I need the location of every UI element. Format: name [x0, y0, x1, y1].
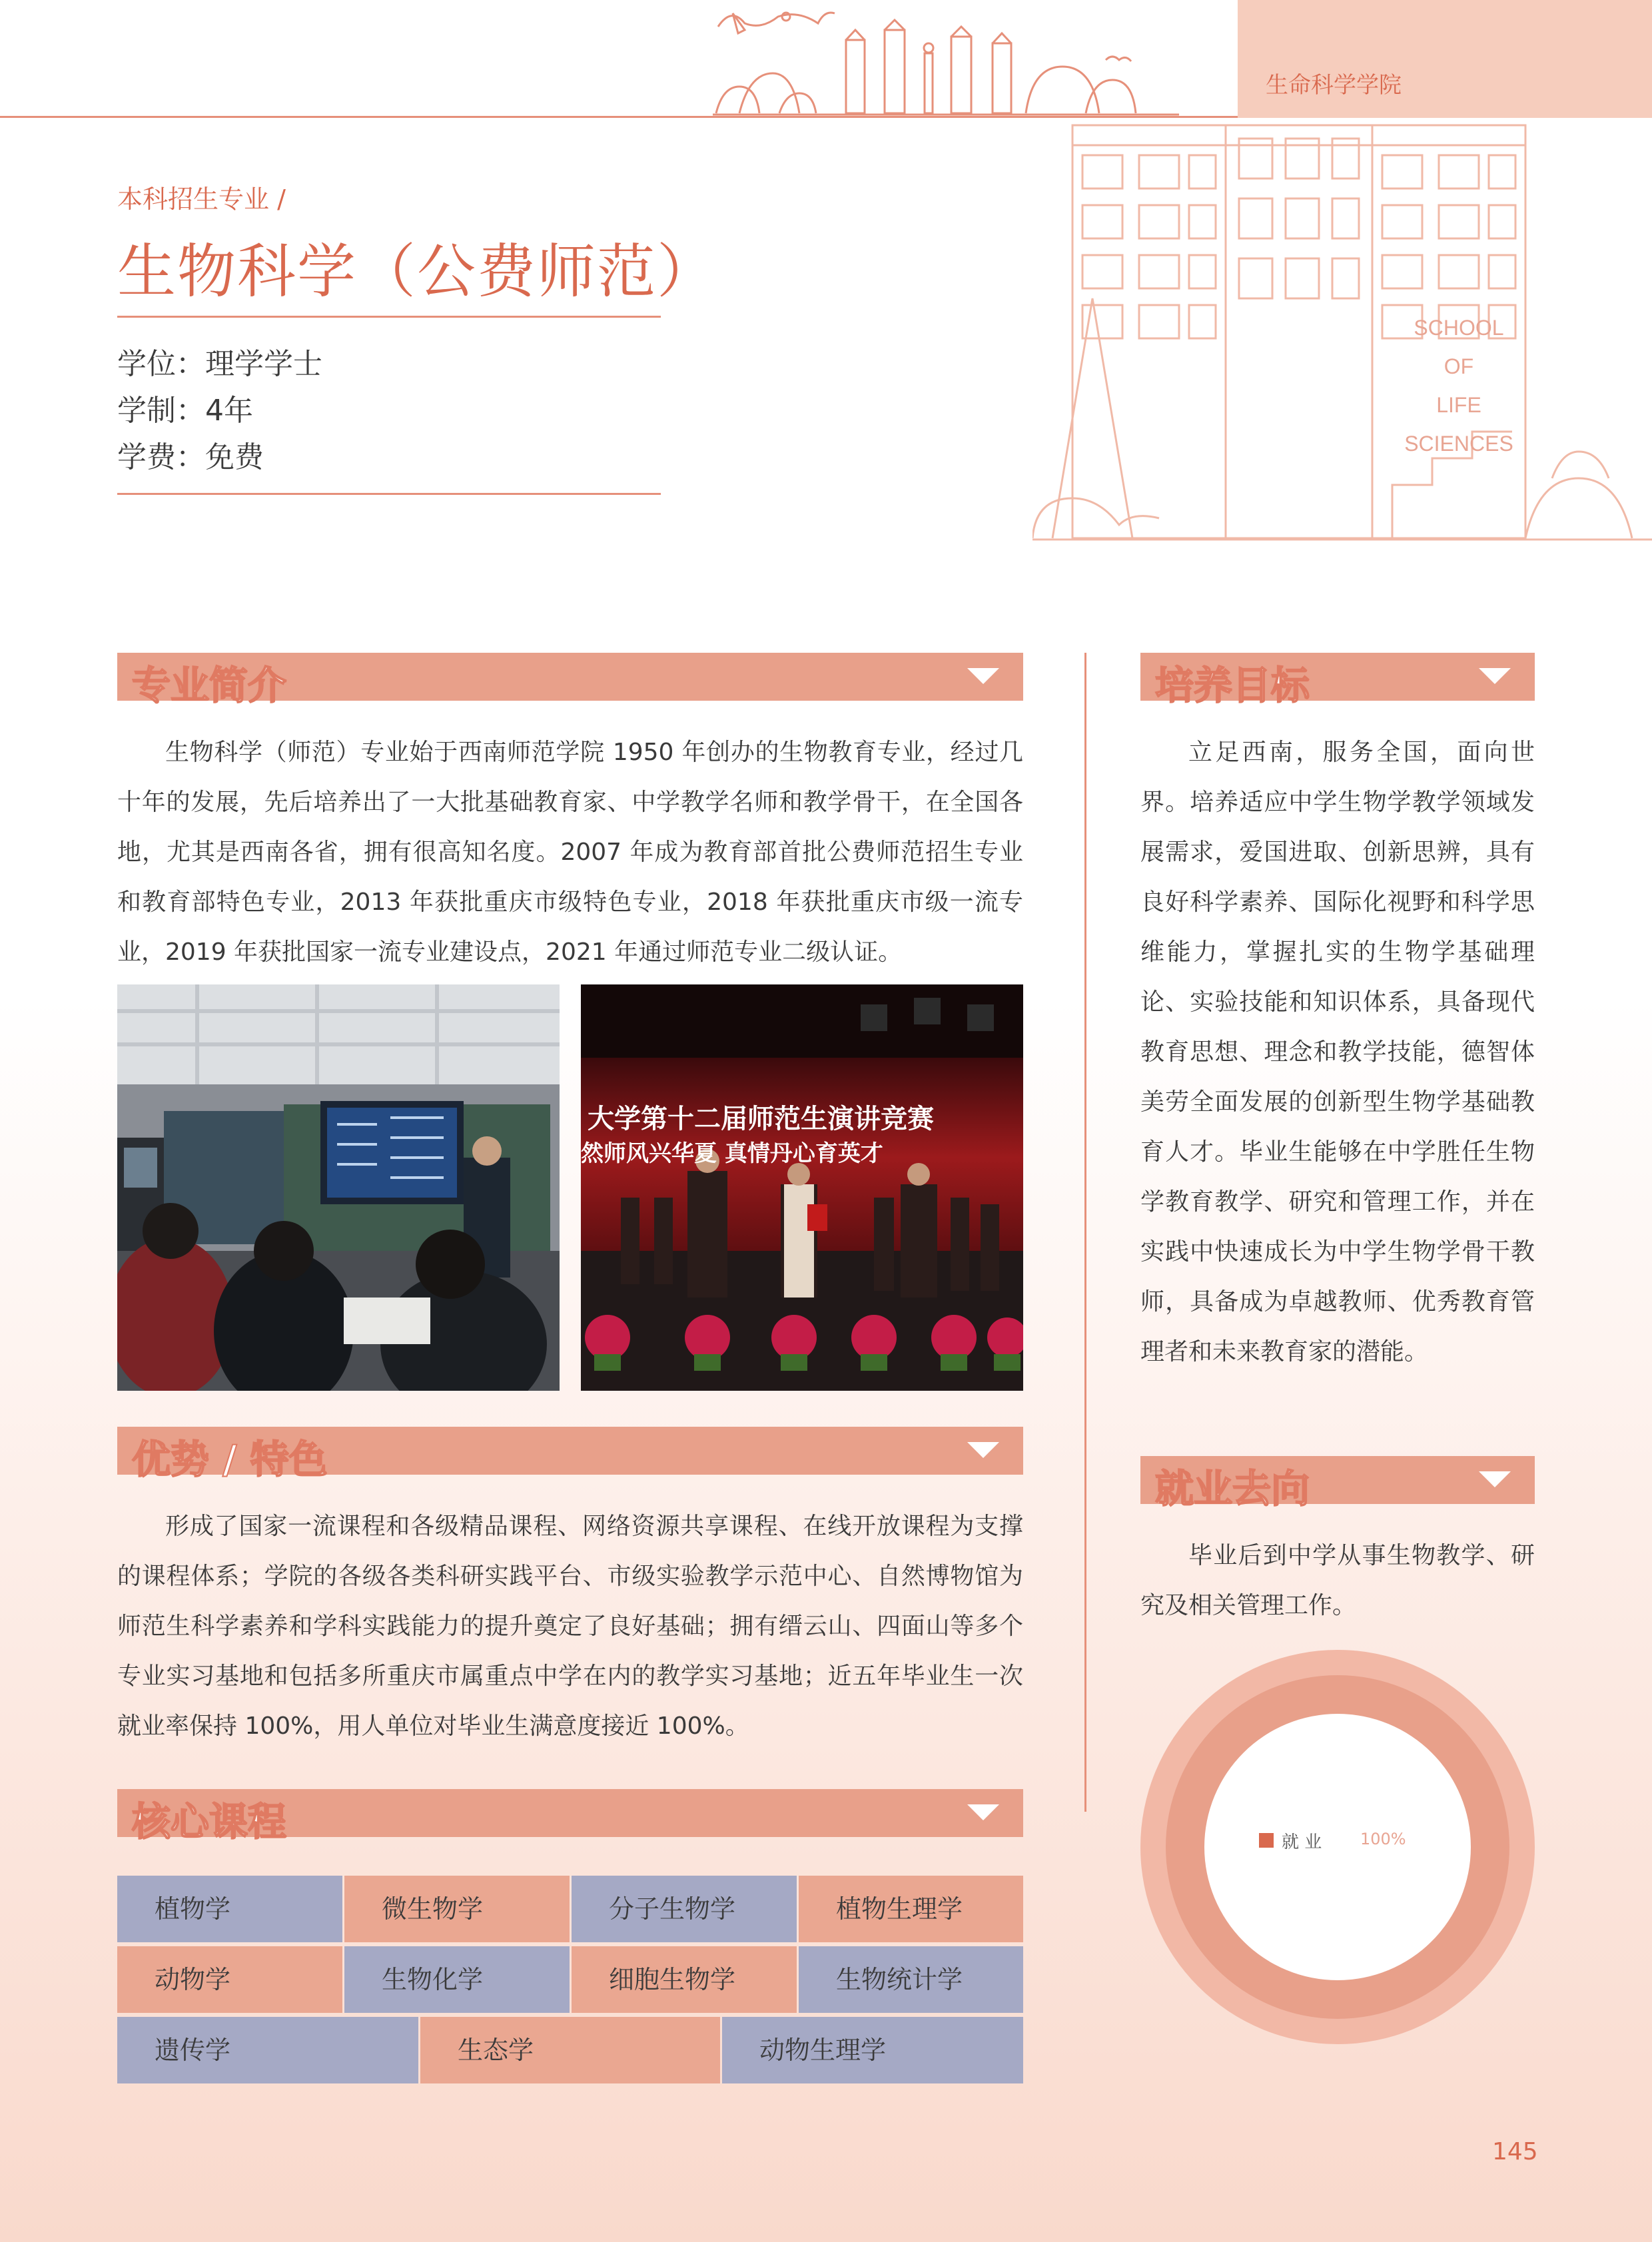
chevron-down-icon	[1479, 1471, 1511, 1487]
info-rule	[117, 493, 661, 495]
course-cell: 遗传学	[117, 2017, 418, 2083]
goal-text: 立足西南，服务全国，面向世界。培养适应中学生物学教学领域发展需求，爱国进取、创新思辨，具有良好科学素养、国际化视野和科学思维能力，掌握扎实的生物学基础理论、实验技能和知识体系，具备现代教育思想、理念和教学技能，德智体美劳全面发展的创新型生物学基础教育人才。毕业生能够在中学胜任生物学教育教学、研究和管理工作，并在实践中快速成长为中学生物学骨干教师，具备成为卓越教师、优秀教育管理者和未来教育家的潜能。	[1140, 739, 1535, 1365]
duration-info: 学制：4年	[117, 394, 253, 428]
advantages-text: 形成了国家一流课程和各级精品课程、网络资源共享课程、在线开放课程为支撑的课程体系；学院的各级各类科研实践平台、市级实验教学示范中心、自然博物馆为师范生科学素养和学科实践能力的提升奠定了良好基础；拥有缙云山、四面山等多个专业实习基地和包括多所重庆市属重点中学在内的教学实习基地；近五年毕业生一次就业率保持 100%，用人单位对毕业生满意度接近 100%。	[117, 1513, 1023, 1740]
tuition-info: 学费：免费	[117, 440, 264, 474]
employment-text: 毕业后到中学从事生物教学、研究及相关管理工作。	[1140, 1542, 1535, 1619]
classroom-photo	[117, 984, 560, 1391]
school-word: SCIENCES	[1404, 432, 1513, 456]
column-divider	[1084, 653, 1086, 1812]
school-word: SCHOOL	[1414, 316, 1504, 340]
section-title: 专业简介	[132, 663, 287, 708]
school-word: OF	[1444, 354, 1474, 378]
section-title: 核心课程	[132, 1799, 287, 1844]
course-cell: 植物生理学	[799, 1876, 1023, 1942]
banner-line-2: 然师风兴华夏 真情丹心育英才	[581, 1140, 883, 1167]
course-cell: 细胞生物学	[572, 1946, 797, 2013]
legend-value: 100%	[1360, 1830, 1406, 1848]
section-header-employment[interactable]	[1140, 1456, 1535, 1511]
course-cell: 微生物学	[344, 1876, 570, 1942]
major-title: 生物科学（公费师范）	[117, 237, 717, 306]
course-cell: 生物化学	[344, 1946, 570, 2013]
degree-info: 学位：理学学士	[117, 347, 322, 381]
chevron-down-icon	[967, 1442, 999, 1458]
course-cell: 动物学	[117, 1946, 342, 2013]
section-title: 就业去向	[1155, 1466, 1310, 1511]
chevron-down-icon	[1479, 668, 1511, 684]
college-tab	[1238, 0, 1652, 118]
section-header-intro[interactable]	[117, 653, 1023, 708]
page-number: 145	[1492, 2138, 1538, 2165]
legend-label: 就 业	[1282, 1832, 1322, 1852]
course-cell: 植物学	[117, 1876, 342, 1942]
chevron-down-icon	[967, 1804, 999, 1820]
intro-text: 生物科学（师范）专业始于西南师范学院 1950 年创办的生物教育专业，经过几十年的发展，先后培养出了一大批基础教育家、中学教学名师和教学骨干，在全国各地，尤其是西南各省，拥有很高知名度。2007 年成为教育部首批公费师范招生专业和教育部特色专业，2013 年获批重庆市级特色专业，2018 年获批重庆市级一流专业，2019 年获批国家一流专业建设点，2021 年通过师范专业二级认证。	[117, 739, 1023, 966]
section-header-advantages[interactable]	[117, 1427, 1023, 1482]
employment-donut-chart	[1139, 1649, 1536, 2046]
category-label: 本科招生专业 /	[117, 185, 286, 214]
course-cell: 生态学	[420, 2017, 720, 2083]
school-word: LIFE	[1436, 393, 1481, 417]
section-title: 培养目标	[1155, 663, 1310, 708]
section-header-core-courses[interactable]	[117, 1789, 1023, 1844]
chevron-down-icon	[967, 668, 999, 684]
campus-skyline-illustration	[713, 0, 1179, 118]
course-cell: 分子生物学	[572, 1876, 797, 1942]
title-rule	[117, 316, 661, 318]
college-name: 生命科学学院	[1266, 72, 1402, 99]
ceremony-photo	[581, 984, 1023, 1391]
course-cell: 动物生理学	[722, 2017, 1023, 2083]
section-title: 优势 / 特色	[132, 1437, 328, 1482]
legend-swatch	[1259, 1833, 1274, 1848]
donut-hole	[1204, 1714, 1471, 1980]
course-cell: 生物统计学	[799, 1946, 1023, 2013]
section-header-goal[interactable]	[1140, 653, 1535, 708]
banner-line-1: 大学第十二届师范生演讲竞赛	[588, 1103, 934, 1134]
college-building-illustration	[1032, 119, 1652, 545]
